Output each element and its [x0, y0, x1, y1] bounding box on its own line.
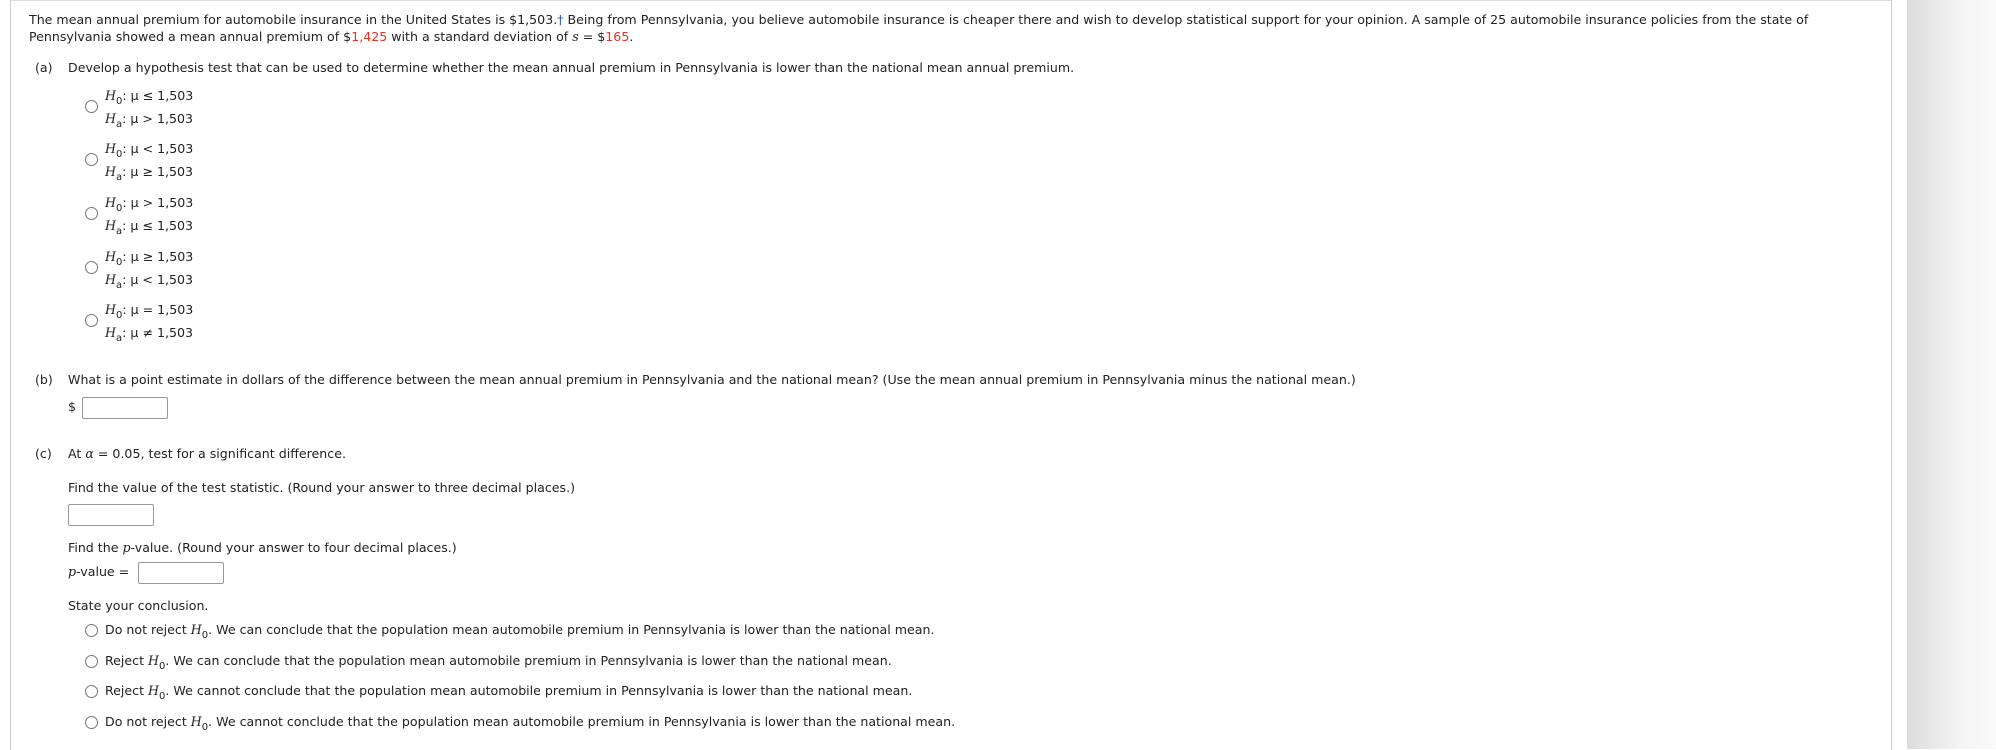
conclusion-text: Reject $H_0$. We can conclude that the population mean automobile premium in Pennsylvania is lower than the national mean. — [105, 653, 892, 672]
part-b-question: What is a point estimate in dollars of the difference between the mean annual premium in Pennsylvania and the national mean? (Use the mean annual premium in Pennsylvania minus the national mean.) — [68, 372, 1356, 387]
null-hypothesis: $H_0$: μ > 1,503 — [105, 195, 194, 214]
conclusion-prompt: State your conclusion. — [68, 598, 209, 613]
intro-line-1: The mean annual premium for automobile insurance in the United States is $1,503.† Being from Pennsylvania, you believe automobile insurance is cheaper there and wish to develop statistical support for your opinion. A sample of 25 automobile insurance policies from the state of — [29, 12, 1809, 27]
point-estimate-input[interactable] — [82, 397, 168, 419]
hypothesis-radio[interactable] — [85, 207, 98, 220]
alternative-hypothesis: $H_a$: μ ≠ 1,503 — [105, 325, 193, 344]
null-hypothesis: $H_0$: μ ≤ 1,503 — [105, 88, 194, 107]
test-statistic-input[interactable] — [68, 504, 154, 526]
conclusion-radio[interactable] — [85, 624, 98, 637]
part-c-label: (c) — [35, 446, 52, 461]
part-a-question: Develop a hypothesis test that can be used to determine whether the mean annual premium in Pennsylvania is lower than the national mean annual premium. — [68, 60, 1075, 75]
side-gutter — [1907, 0, 1996, 749]
hypothesis-radio[interactable] — [85, 100, 98, 113]
conclusion-radio[interactable] — [85, 685, 98, 698]
intro-line-2: Pennsylvania showed a mean annual premium of $1,425 with a standard deviation of s = $165. — [29, 29, 634, 44]
hypothesis-radio[interactable] — [85, 153, 98, 166]
conclusion-text: Do not reject $H_0$. We cannot conclude that the population mean automobile premium in Pennsylvania is lower than the national mean. — [105, 714, 956, 733]
alternative-hypothesis: $H_a$: μ ≥ 1,503 — [105, 164, 193, 183]
conclusion-text: Do not reject $H_0$. We can conclude that the population mean automobile premium in Pennsylvania is lower than the national mean. — [105, 622, 935, 641]
part-b-label: (b) — [35, 372, 53, 387]
alternative-hypothesis: $H_a$: μ ≤ 1,503 — [105, 218, 193, 237]
alternative-hypothesis: $H_a$: μ > 1,503 — [105, 111, 193, 130]
hypothesis-radio[interactable] — [85, 314, 98, 327]
part-a-label: (a) — [35, 60, 53, 75]
hypothesis-radio[interactable] — [85, 261, 98, 274]
p-value-prompt: Find the p-value. (Round your answer to four decimal places.) — [68, 540, 457, 555]
footnote-link[interactable]: † — [557, 12, 564, 27]
test-statistic-prompt: Find the value of the test statistic. (Round your answer to three decimal places.) — [68, 480, 576, 495]
p-value-input[interactable] — [138, 562, 224, 584]
null-hypothesis: $H_0$: μ < 1,503 — [105, 141, 194, 160]
null-hypothesis: $H_0$: μ ≥ 1,503 — [105, 249, 194, 268]
null-hypothesis: $H_0$: μ = 1,503 — [105, 302, 194, 321]
conclusion-radio[interactable] — [85, 716, 98, 729]
conclusion-text: Reject $H_0$. We cannot conclude that the population mean automobile premium in Pennsylvania is lower than the national mean. — [105, 683, 913, 702]
part-c-question: At α = 0.05, test for a significant difference. — [68, 446, 346, 461]
alternative-hypothesis: $H_a$: μ < 1,503 — [105, 272, 193, 291]
p-value-label: p-value = — [68, 564, 130, 579]
currency-symbol: $ — [68, 399, 77, 414]
conclusion-radio[interactable] — [85, 655, 98, 668]
